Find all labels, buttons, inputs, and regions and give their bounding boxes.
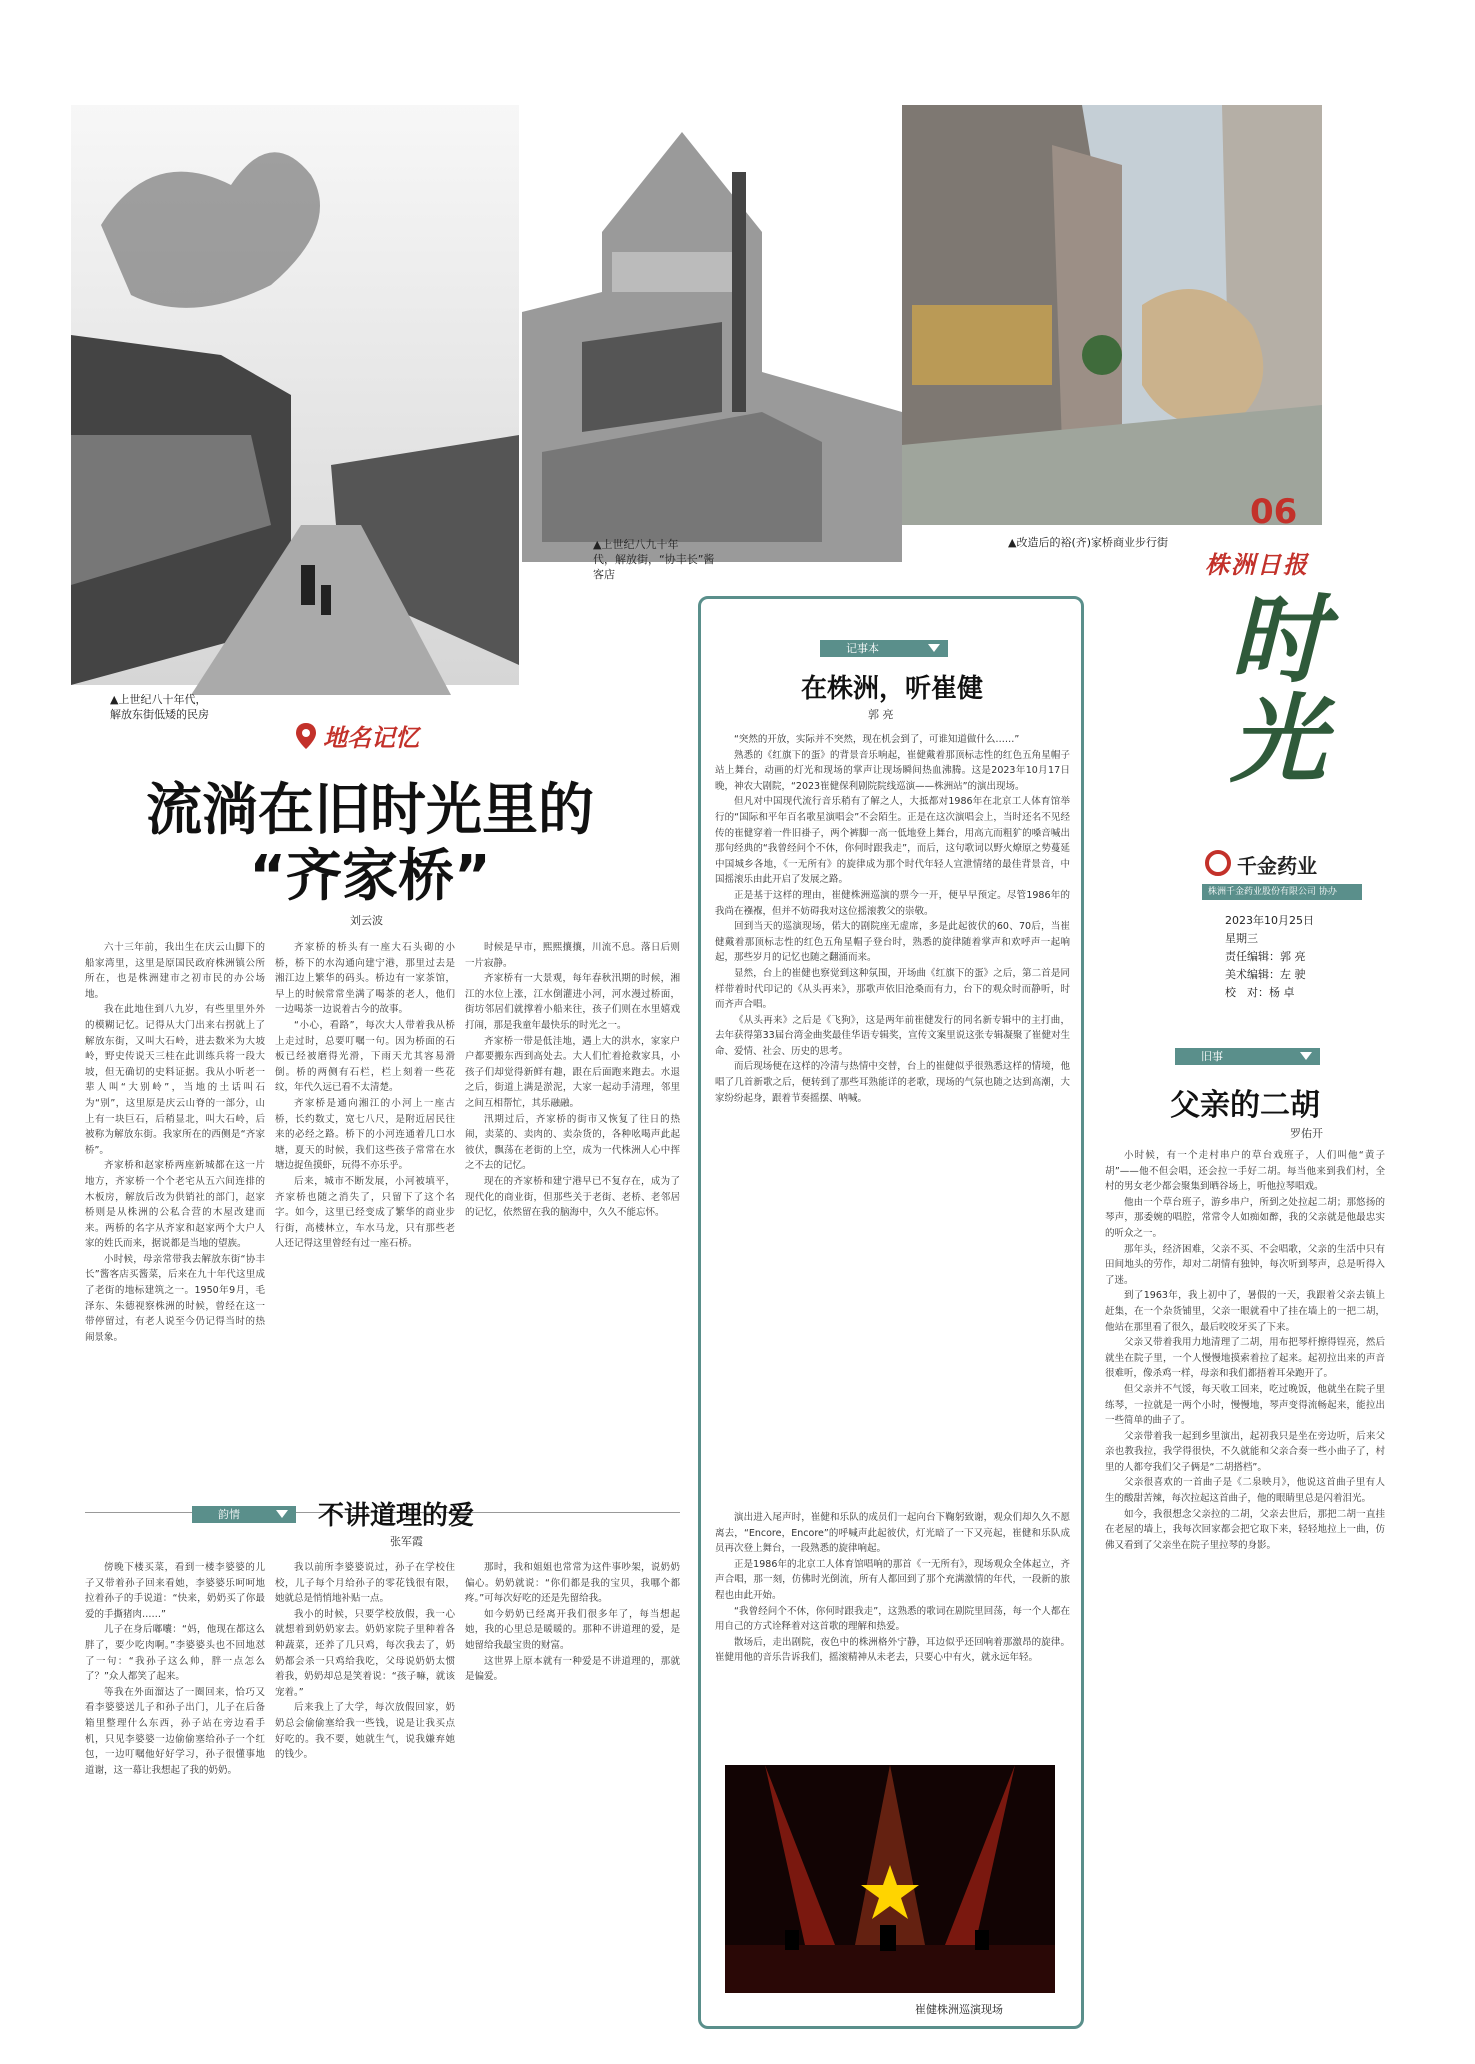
- caption-line: ▲上世纪八十年代，: [110, 693, 207, 706]
- paragraph: “我曾经问个不休，你何时跟我走”，这熟悉的歌词在剧院里回荡，每一个人都在用自己的方式诠释着对这首歌的理解和热爱。: [715, 1605, 1070, 1633]
- paragraph: 正是1986年的北京工人体育馆唱响的那首《一无所有》，现场观众全体起立，齐声合唱，那一刻，仿佛时光倒流，所有人都回到了那个充满激情的年代，一段新的旅程也由此开始。: [715, 1558, 1070, 1601]
- jiushi-title: 父亲的二胡: [1170, 1088, 1320, 1123]
- jishiben-col1: [715, 732, 1070, 1507]
- photo2-caption: [593, 537, 714, 582]
- section-title: 时光: [1230, 583, 1326, 796]
- paragraph: 儿子在身后嘟囔：“妈，他现在都这么胖了，要少吃肉啊。”李婆婆头也不回地怼了一句：“我孙子这么帅，胖一点怎么了？”众人都笑了起来。: [85, 1624, 265, 1683]
- credit-value: 郭 亮: [1280, 950, 1306, 963]
- photo-xiefengchang: [522, 112, 902, 562]
- paragraph: 但凡对中国现代流行音乐稍有了解之人，大抵都对1986年在北京工人体育馆举行的“国际和平年百名歌星演唱会”不会陌生。正是在这次演唱会上，当时还名不见经传的崔健穿着一件旧褂子，两个裤脚一高一低地登上舞台，用高亢而粗犷的嗓音喊出那句经典的“我曾经问个不休，你何时跟我走”，而后，这句歌词以野火燎原之势蔓延中国城乡各地，《一无所有》的旋律成为那个时代年轻人宣泄情绪的最佳背景音，中国摇滚乐由此开启了发展之路。: [715, 796, 1070, 886]
- jiushi-author: 罗佑开: [1290, 1127, 1323, 1140]
- weekday: 星期三: [1225, 932, 1258, 945]
- paragraph: 而后现场便在这样的冷清与热情中交替，台上的崔健似乎很熟悉这样的情境，他唱了几首新歌之后，便转到了那些耳熟能详的老歌，现场的气氛也随之达到高潮，大家纷纷起身，跟着节奏摇摆、呐喊。: [715, 1061, 1070, 1104]
- concert-caption: 崔健株洲巡演现场: [915, 2003, 1003, 2016]
- credit-editor: 责任编辑：郭 亮: [1225, 950, 1306, 963]
- jiushi-body: [1105, 1148, 1385, 2033]
- chevron-down-icon: [928, 644, 940, 652]
- tag-label: 旧事: [1201, 1050, 1223, 1063]
- paragraph: 如今，我很想念父亲拉的二胡，父亲去世后，那把二胡一直挂在老屋的墙上，我每次回家都会把它取下来，轻轻地拉上一曲，仿佛又看到了父亲坐在院子里拉琴的身影。: [1105, 1508, 1385, 1551]
- paragraph: 他由一个草台班子，游乡串户，所到之处拉起二胡；那悠扬的琴声，那委婉的唱腔，常常令人如痴如醉，我的父亲就是他最忠实的听众之一。: [1105, 1196, 1385, 1239]
- photo3-caption: ▲改造后的裕(齐)家桥商业步行街: [1008, 536, 1169, 549]
- chevron-down-icon: [276, 1510, 288, 1518]
- yuqing-col3: [465, 1560, 680, 2035]
- main-col3: [465, 940, 680, 1505]
- paragraph: 齐家桥和赵家桥两座新城都在这一片地方，齐家桥一个个老宅从五六间连排的木板房，解放后改为供销社的部门，赵家桥则是从株洲的公私合营的木屋改建而来。两桥的名字从齐家和赵家两个大户人家的姓氏而来，据说都是当地的望族。: [85, 1160, 265, 1250]
- paragraph: 父亲带着我一起到乡里演出，起初我只是坐在旁边听，后来父亲也教我拉，我学得很快，不久就能和父亲合奏一些小曲子了，村里的人都夸我们父子俩是“二胡搭档”。: [1105, 1430, 1385, 1473]
- paragraph: 如今奶奶已经离开我们很多年了，每当想起她，我的心里总是暖暖的。那种不讲道理的爱，是她留给我最宝贵的财富。: [465, 1608, 680, 1651]
- credit-value: 左 驶: [1280, 968, 1306, 981]
- credit-label: 责任编辑: [1225, 950, 1269, 963]
- paragraph: “突然的开放，实际并不突然，现在机会到了，可谁知道做什么……”: [734, 734, 1020, 745]
- paragraph: 但父亲并不气馁，每天收工回来，吃过晚饭，他就坐在院子里练琴，一拉就是一两个小时，慢慢地，琴声变得流畅起来，能拉出一些简单的曲子了。: [1105, 1383, 1385, 1427]
- caption-line: 解放东街低矮的民房: [110, 708, 209, 721]
- column-label: [295, 718, 419, 753]
- paragraph: 后来我上了大学，每次放假回家，奶奶总会偷偷塞给我一些钱，说是让我买点好吃的。我不要，她就生气，说我嫌弃她的钱少。: [275, 1702, 455, 1761]
- credit-label: 美术编辑: [1225, 968, 1269, 981]
- yuqing-tag: [192, 1506, 296, 1523]
- tag-label: 记事本: [846, 642, 879, 655]
- paragraph: 六十三年前，我出生在庆云山脚下的船家湾里，这里是原国民政府株洲镇公所所在，也是株洲建市之初市民的办公场地。: [85, 942, 265, 1000]
- photo1-caption: [110, 692, 209, 722]
- yuqing-title: 不讲道理的爱: [318, 1501, 475, 1531]
- paragraph: 熟悉的《红旗下的蛋》的背景音乐响起，崔健戴着那顶标志性的红色五角星帽子站上舞台，动画的灯光和现场的掌声让现场瞬间热血沸腾。这是2023年10月17日晚，神农大剧院，“2023崔健保利剧院院线巡演——株洲站”的演出现场。: [715, 749, 1070, 792]
- date: 2023年10月25日: [1225, 914, 1314, 927]
- caption-line: 客店: [593, 568, 615, 581]
- paragraph: 回到当天的巡演现场，偌大的剧院座无虚席，多是此起彼伏的60、70后，当崔健戴着那顶标志性的红色五角星帽子登台时，熟悉的旋律随着掌声和欢呼声一起响起，那些岁月的记忆也随之翻涌而来。: [715, 921, 1070, 964]
- paragraph: 等我在外面溜达了一圈回来，恰巧又看李婆婆送儿子和孙子出门，儿子在后备箱里整理什么东西，孙子站在旁边看手机，只见李婆婆一边偷偷塞给孙子一个红包，一边叮嘱他好好学习，孙子很懂事地道谢，这一幕让我想起了我的奶奶。: [85, 1686, 265, 1776]
- paragraph: 那时，我和姐姐也常常为这件事吵架，说奶奶偏心。奶奶就说：“你们都是我的宝贝，我哪个都疼。”可每次好吃的还是先留给我。: [465, 1562, 680, 1605]
- yuqing-author: 张军霞: [390, 1535, 423, 1548]
- paragraph: 齐家桥有一大景观，每年春秋汛期的时候，湘江的水位上涨，江水倒灌进小河，河水漫过桥面，街坊邻居们就撑着小船来往，孩子们则在水里嬉戏打闹，那是我童年最快乐的时光之一。: [465, 973, 680, 1031]
- paragraph: 我小的时候，只要学校放假，我一心就想着到奶奶家去。奶奶家院子里种着各种蔬菜，还养了几只鸡，每次我去了，奶奶都会杀一只鸡给我吃，父母说奶奶太惯着我，奶奶却总是笑着说：“孩子嘛，就该宠着。”: [275, 1608, 455, 1698]
- caption-line: 代，解放街，“协丰长”酱: [593, 553, 715, 566]
- main-col1: [85, 940, 265, 1505]
- title-line: 流淌在旧时光里的: [146, 778, 594, 843]
- jishiben-title: 在株洲，听崔健: [800, 674, 983, 704]
- column-label-text: 地名记忆: [323, 723, 419, 752]
- caption-line: ▲上世纪八九十年: [593, 538, 679, 551]
- paragraph: 散场后，走出剧院，夜色中的株洲格外宁静，耳边似乎还回响着那激昂的旋律。崔健用他的音乐告诉我们，摇滚精神从未老去，只要心中有火，就永远年轻。: [715, 1636, 1070, 1664]
- paragraph: 这世界上原本就有一种爱是不讲道理的，那就是偏爱。: [465, 1655, 680, 1683]
- paragraph: 齐家桥的桥头有一座大石头砌的小桥，桥下的水沟通向建宁港，那里过去是湘江边上繁华的码头。桥边有一家茶馆，早上的时候常常坐满了喝茶的老人，他们一边喝茶一边说着古今的故事。: [275, 942, 455, 1016]
- paragraph: 时候是早市，熙熙攘攘，川流不息。落日后则一片寂静。: [465, 942, 680, 969]
- paragraph: 显然，台上的崔健也察觉到这种氛围，开场曲《红旗下的蛋》之后，第二首是同样带着时代印记的《从头再来》，那歌声依旧沧桑而有力，台下的观众时而静听，时而齐声合唱。: [715, 967, 1070, 1011]
- credit-art: 美术编辑：左 驶: [1225, 968, 1306, 981]
- yuqing-col2: [275, 1560, 455, 2035]
- jishiben-tag: [820, 640, 948, 657]
- paragraph: 小时候，有一个走村串户的草台戏班子，人们叫他“黄子胡”——他不但会唱，还会拉一手好二胡。每当他来到我们村，全村的男女老少都会聚集到晒谷场上，听他拉琴唱戏。: [1105, 1150, 1385, 1193]
- paragraph: “小心，看路”，每次大人带着我从桥上走过时，总要叮嘱一句。因为桥面的石板已经被磨得光滑，下雨天尤其容易滑倒。桥的两侧有石栏，栏上刻着一些花纹，年代久远已看不太清楚。: [275, 1019, 455, 1094]
- paper-name: 株洲日报: [1205, 550, 1309, 579]
- paragraph: 小时候，母亲常带我去解放东街“协丰长”酱客店买酱菜，后来在九十年代这里成了老街的地标建筑之一。1950年9月，毛泽东、朱德视察株洲的时候，曾经在这一带停留过，有老人说至今仍记得当时的热闹景象。: [85, 1253, 265, 1343]
- paragraph: 齐家桥是通向湘江的小河上一座古桥，长约数丈，宽七八尺，是附近居民往来的必经之路。桥下的小河连通着几口水塘，夏天的时候，我们这些孩子常常在水塘边捉鱼摸虾，玩得不亦乐乎。: [275, 1097, 455, 1172]
- paragraph: 后来，城市不断发展，小河被填平，齐家桥也随之消失了，只留下了这个名字。如今，这里已经变成了繁华的商业步行街，高楼林立，车水马龙，只有那些老人还记得这里曾经有过一座石桥。: [275, 1175, 455, 1250]
- main-title: [120, 778, 620, 910]
- masthead-info: [1225, 912, 1314, 1002]
- paragraph: 父亲又带着我用力地清理了二胡，用布把琴杆擦得锃亮，然后就坐在院子里，一个人慢慢地摸索着拉了起来。起初拉出来的声音很难听，像杀鸡一样，母亲和我们都捂着耳朵跑开了。: [1105, 1337, 1385, 1380]
- jishiben-author: 郭 亮: [868, 708, 894, 721]
- paragraph: 正是基于这样的理由，崔健株洲巡演的票今一开，便早早预定。尽管1986年的我尚在襁褓，但并不妨碍我对这位摇滚教父的崇敬。: [715, 889, 1070, 917]
- paragraph: 傍晚下楼买菜，看到一楼李婆婆的儿子又带着孙子回来看她，李婆婆乐呵呵地拉着孙子的手说道：“快来，奶奶买了你最爱的手撕猪肉……”: [85, 1562, 265, 1620]
- paragraph: 父亲很喜欢的一首曲子是《二泉映月》，他说这首曲子里有人生的酸甜苦辣，每次拉起这首曲子，他的眼睛里总是闪着泪光。: [1105, 1477, 1385, 1505]
- paragraph: 我在此地住到八九岁，有些里里外外的模糊记忆。记得从大门出来右拐就上了解放东街，又叫大石岭，进去数米为大坡岭，野史传说天三桂在此训练兵将一段大坡，但无确切的史料证据。我从小听老一辈人叫“大别岭”，当地的土话叫石为“别”，这里原是庆云山脊的一部分，山上有一块巨石，后稍显北，叫大石岭，后被称为解放东街。我家所在的西侧是“齐家桥”。: [85, 1004, 265, 1156]
- sponsor-logo-icon: [1205, 850, 1231, 876]
- main-col2: [275, 940, 455, 1505]
- paragraph: 我以前所李婆婆说过，孙子在学校住校，儿子每个月给孙子的零花钱很有限，她就总是悄悄地补贴一点。: [275, 1562, 455, 1605]
- paragraph: 演出进入尾声时，崔健和乐队的成员们一起向台下鞠躬致谢，观众们却久久不愿离去，“Encore，Encore”的呼喊声此起彼伏，灯光暗了一下又亮起，崔健和乐队成员再次登上舞台，一段熟悉的旋律响起。: [715, 1512, 1070, 1555]
- location-pin-icon: [295, 722, 317, 750]
- jiushi-tag: [1175, 1048, 1320, 1065]
- credit-proof: 校 对：杨 卓: [1225, 986, 1295, 999]
- main-author: 刘云波: [350, 914, 383, 927]
- paragraph: 现在的齐家桥和建宁港早已不复存在，成为了现代化的商业街，但那些关于老街、老桥、老邻居的记忆，依然留在我的脑海中，久久不能忘怀。: [465, 1175, 680, 1219]
- credit-value: 杨 卓: [1269, 986, 1295, 999]
- paragraph: 汛期过后，齐家桥的街市又恢复了往日的热闹，卖菜的、卖肉的、卖杂货的，各种吆喝声此起彼伏，飘荡在老街的上空，成为一代株洲人心中挥之不去的记忆。: [465, 1113, 680, 1172]
- photo-old-houses: [71, 105, 519, 695]
- chevron-down-icon: [1300, 1052, 1312, 1060]
- sponsor-company: 株洲千金药业股份有限公司 协办: [1202, 884, 1362, 900]
- paragraph: 那年头，经济困难，父亲不买、不会唱歌，父亲的生活中只有田间地头的劳作，却对二胡情有独钟，每次听到琴声，总是听得入了迷。: [1105, 1243, 1385, 1286]
- page-number: 06: [1250, 492, 1298, 532]
- paragraph: 到了1963年，我上初中了，暑假的一天，我跟着父亲去镇上赶集，在一个杂货铺里，父亲一眼就看中了挂在墙上的一把二胡，他站在那里看了很久，最后咬咬牙买了下来。: [1105, 1290, 1385, 1333]
- photo-concert: [725, 1765, 1055, 1993]
- title-line: “齐家桥”: [249, 844, 491, 909]
- paragraph: 《从头再来》之后是《飞狗》，这是两年前崔健发行的同名新专辑中的主打曲，去年获得第33届台湾金曲奖最佳华语专辑奖，宣传文案里说这张专辑凝聚了崔健对生命、爱情、社会、历史的思考。: [715, 1014, 1070, 1057]
- paragraph: 齐家桥一带是低洼地，遇上大的洪水，家家户户都要搬东西到高处去。大人们忙着抢救家具，小孩子们却觉得新鲜有趣，跟在后面跑来跑去。水退之后，街道上满是淤泥，大家一起动手清理，邻里之间互相帮忙，其乐融融。: [465, 1035, 680, 1109]
- jishiben-col2: [715, 1510, 1070, 1760]
- yuqing-col1: [85, 1560, 265, 2035]
- sponsor-name: 千金药业: [1237, 854, 1317, 878]
- tag-label: 韵情: [218, 1508, 240, 1521]
- credit-label: 校 对: [1225, 986, 1258, 999]
- photo-pedestrian-street: [902, 105, 1322, 525]
